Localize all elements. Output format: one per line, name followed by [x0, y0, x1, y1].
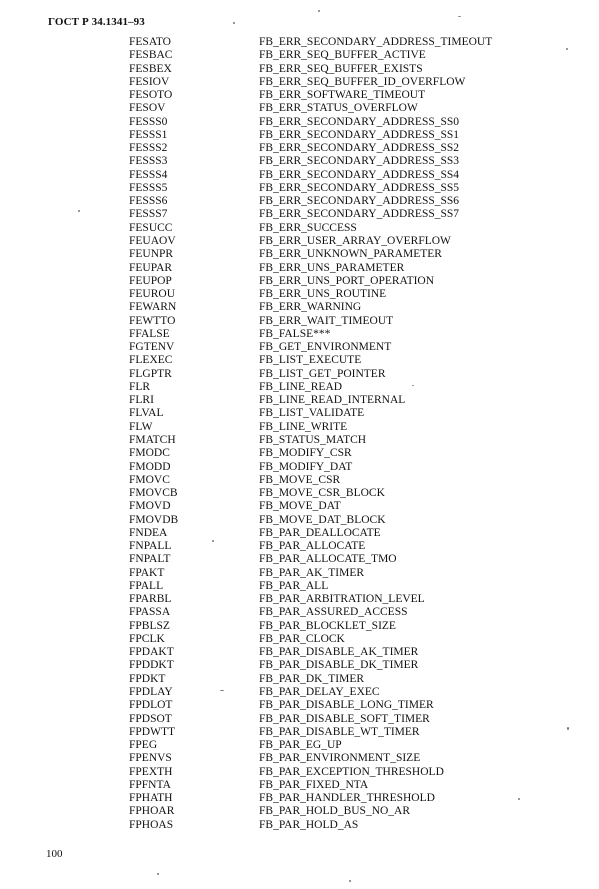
full-name-cell: FB_LIST_EXECUTE [259, 354, 362, 367]
abbreviation-cell: FPBLSZ [129, 619, 170, 632]
scan-speck [567, 727, 569, 730]
table-row [129, 421, 529, 434]
table-row [129, 195, 529, 208]
abbreviation-cell: FEUROU [129, 288, 176, 301]
full-name-cell: FB_ERR_SECONDARY_ADDRESS_SS2 [259, 142, 460, 155]
full-name-cell: FB_MODIFY_DAT [259, 460, 353, 473]
full-name-cell: FB_ERR_UNS_PORT_OPERATION [259, 274, 435, 287]
table-row [129, 116, 529, 129]
abbreviation-cell: FPFNTA [129, 778, 171, 791]
table-row [129, 659, 529, 672]
abbreviation-cell: FFALSE [129, 327, 170, 340]
abbreviation-cell: FESBAC [129, 49, 173, 62]
full-name-cell: FB_PAR_DISABLE_SOFT_TIMER [259, 712, 430, 725]
abbreviation-cell: FMOVD [129, 500, 171, 513]
scan-speck [518, 798, 520, 800]
full-name-cell: FB_ERR_SECONDARY_ADDRESS_TIMEOUT [259, 36, 493, 48]
abbreviation-cell: FPDWTT [129, 725, 175, 738]
full-name-cell: FB_ERR_UNS_PARAMETER [259, 261, 405, 274]
full-name-cell: FB_PAR_AK_TIMER [259, 566, 365, 579]
table-row [129, 328, 529, 341]
scan-speck [458, 16, 461, 17]
table-row [129, 89, 529, 102]
abbreviation-cell: FPDDKT [129, 659, 174, 672]
table-row [129, 235, 529, 248]
scan-speck [349, 880, 351, 882]
table-row [129, 129, 529, 142]
table-row [129, 394, 529, 407]
abbreviation-cell: FPALL [129, 579, 164, 592]
full-name-cell: FB_LINE_READ [259, 380, 343, 393]
abbreviation-cell: FESSS4 [129, 168, 168, 181]
full-name-cell: FB_ERR_SECONDARY_ADDRESS_SS1 [259, 128, 460, 141]
full-name-cell: FB_ERR_SOFTWARE_TIMEOUT [259, 89, 426, 102]
table-row [129, 673, 529, 686]
table-row [129, 381, 529, 394]
table-row [129, 474, 529, 487]
table-row [129, 301, 529, 314]
table-row [129, 540, 529, 553]
full-name-cell: FB_ERR_USER_ARRAY_OVERFLOW [259, 234, 451, 247]
full-name-cell: FB_LIST_GET_POINTER [259, 367, 386, 380]
table-row [129, 686, 529, 699]
abbreviation-cell: FNDEA [129, 526, 168, 539]
table-row [129, 527, 529, 540]
full-name-cell: FB_PAR_DISABLE_LONG_TIMER [259, 699, 434, 712]
full-name-cell: FB_PAR_ALLOCATE [259, 540, 366, 553]
table-row [129, 63, 529, 76]
scan-speck [78, 210, 80, 212]
abbreviation-cell: FEUNPR [129, 248, 174, 261]
table-row [129, 434, 529, 447]
full-name-cell: FB_ERR_STATUS_OVERFLOW [259, 102, 418, 115]
abbreviation-cell: FLRI [129, 394, 154, 407]
abbreviation-cell: FLGPTR [129, 367, 172, 380]
table-row [129, 275, 529, 288]
abbreviation-cell: FPENVS [129, 752, 172, 765]
table-row [129, 315, 529, 328]
table-row [129, 752, 529, 765]
full-name-cell: FB_PAR_DISABLE_DK_TIMER [259, 659, 419, 672]
scan-speck [233, 22, 235, 24]
table-row [129, 567, 529, 580]
table-row [129, 169, 529, 182]
full-name-cell: FB_PAR_DISABLE_AK_TIMER [259, 646, 419, 659]
table-row [129, 368, 529, 381]
full-name-cell: FB_PAR_ASSURED_ACCESS [259, 606, 408, 619]
table-row [129, 354, 529, 367]
table-row [129, 779, 529, 792]
table-row [129, 792, 529, 805]
abbreviation-cell: FESSS1 [129, 128, 168, 141]
full-name-cell: FB_PAR_HOLD_AS [259, 818, 359, 831]
full-name-cell: FB_PAR_DELAY_EXEC [259, 686, 380, 699]
table-row [129, 288, 529, 301]
table-row [129, 208, 529, 221]
abbreviation-cell: FESSS3 [129, 155, 168, 168]
table-row [129, 606, 529, 619]
abbreviation-cell: FLR [129, 380, 151, 393]
table-row [129, 766, 529, 779]
full-name-cell: FB_PAR_HANDLER_THRESHOLD [259, 792, 435, 805]
table-row [129, 819, 529, 832]
full-name-cell: FB_PAR_DEALLOCATE [259, 526, 381, 539]
scan-speck [566, 48, 568, 50]
table-row [129, 182, 529, 195]
table-row [129, 447, 529, 460]
abbreviation-cell: FMOVDB [129, 513, 179, 526]
scan-speck [220, 690, 224, 691]
abbreviation-cell: FESOV [129, 102, 166, 115]
full-name-cell: FB_MOVE_DAT [259, 500, 341, 513]
scan-speck [157, 873, 159, 875]
abbreviation-cell: FPARBL [129, 593, 172, 606]
abbreviation-cell: FPDLAY [129, 686, 173, 699]
table-row [129, 739, 529, 752]
full-name-cell: FB_LINE_READ_INTERNAL [259, 394, 406, 407]
abbreviation-cell: FPHOAR [129, 805, 175, 818]
full-name-cell: FB_PAR_HOLD_BUS_NO_AR [259, 805, 411, 818]
full-name-cell: FB_PAR_ARBITRATION_LEVEL [259, 593, 425, 606]
abbreviation-cell: FNPALL [129, 540, 172, 553]
full-name-cell: FB_PAR_EXCEPTION_THRESHOLD [259, 765, 444, 778]
full-name-cell: FB_ERR_SECONDARY_ADDRESS_SS7 [259, 208, 460, 221]
table-row [129, 633, 529, 646]
full-name-cell: FB_MOVE_CSR [259, 473, 341, 486]
table-row [129, 487, 529, 500]
full-name-cell: FB_PAR_FIXED_NTA [259, 778, 369, 791]
abbreviation-cell: FPHATH [129, 792, 173, 805]
abbreviation-cell: FESIOV [129, 75, 170, 88]
abbreviation-cell: FMODC [129, 447, 170, 460]
abbreviation-cell: FPASSA [129, 606, 171, 619]
table-row [129, 102, 529, 115]
full-name-cell: FB_STATUS_MATCH [259, 433, 367, 446]
abbreviation-cell: FMOVC [129, 473, 170, 486]
table-row [129, 262, 529, 275]
full-name-cell: FB_MOVE_DAT_BLOCK [259, 513, 386, 526]
table-row [129, 593, 529, 606]
abbreviation-cell: FPDLOT [129, 699, 173, 712]
table-row [129, 155, 529, 168]
table-row [129, 620, 529, 633]
full-name-cell: FB_PAR_ALLOCATE_TMO [259, 553, 397, 566]
abbreviation-cell: FPAKT [129, 566, 165, 579]
scan-speck [318, 10, 320, 12]
full-name-cell: FB_ERR_UNS_ROUTINE [259, 288, 387, 301]
full-name-cell: FB_ERR_SEQ_BUFFER_ACTIVE [259, 49, 426, 62]
table-row [129, 142, 529, 155]
full-name-cell: FB_ERR_SECONDARY_ADDRESS_SS3 [259, 155, 460, 168]
abbreviation-table [129, 36, 529, 832]
page-number: 100 [46, 848, 63, 860]
table-row [129, 49, 529, 62]
table-row [129, 407, 529, 420]
table-row [129, 500, 529, 513]
full-name-cell: FB_ERR_WAIT_TIMEOUT [259, 314, 394, 327]
full-name-cell: FB_GET_ENVIRONMENT [259, 341, 392, 354]
full-name-cell: FB_FALSE*** [259, 327, 331, 340]
full-name-cell: FB_PAR_ALL [259, 579, 329, 592]
table-row [129, 713, 529, 726]
full-name-cell: FB_ERR_SECONDARY_ADDRESS_SS0 [259, 115, 460, 128]
scan-speck [212, 540, 214, 542]
full-name-cell: FB_MOVE_CSR_BLOCK [259, 487, 385, 500]
abbreviation-cell: FGTENV [129, 341, 175, 354]
abbreviation-cell: FEUAOV [129, 234, 176, 247]
table-row [129, 248, 529, 261]
abbreviation-cell: FNPALT [129, 553, 171, 566]
abbreviation-cell: FMOVCB [129, 487, 178, 500]
full-name-cell: FB_PAR_CLOCK [259, 632, 345, 645]
abbreviation-cell: FEWARN [129, 301, 177, 314]
abbreviation-cell: FESBEX [129, 62, 172, 75]
table-row [129, 805, 529, 818]
abbreviation-cell: FPEG [129, 739, 158, 752]
full-name-cell: FB_PAR_DISABLE_WT_TIMER [259, 725, 420, 738]
abbreviation-cell: FESSS2 [129, 142, 168, 155]
abbreviation-cell: FPHOAS [129, 818, 174, 831]
abbreviation-cell: FESSS5 [129, 181, 168, 194]
full-name-cell: FB_ERR_UNKNOWN_PARAMETER [259, 248, 442, 261]
full-name-cell: FB_ERR_SECONDARY_ADDRESS_SS6 [259, 195, 460, 208]
table-row [129, 553, 529, 566]
document-header: ГОСТ Р 34.1341–93 [48, 16, 145, 28]
abbreviation-cell: FESSS0 [129, 115, 168, 128]
abbreviation-cell: FEWTTO [129, 314, 176, 327]
abbreviation-cell: FESOTO [129, 89, 173, 102]
abbreviation-cell: FMATCH [129, 433, 176, 446]
table-row [129, 646, 529, 659]
table-row [129, 580, 529, 593]
table-row [129, 461, 529, 474]
abbreviation-cell: FLVAL [129, 407, 164, 420]
abbreviation-cell: FEUPOP [129, 274, 172, 287]
abbreviation-cell: FLW [129, 420, 153, 433]
table-row [129, 36, 529, 49]
abbreviation-cell: FLEXEC [129, 354, 173, 367]
abbreviation-cell: FESUCC [129, 221, 173, 234]
abbreviation-cell: FESSS6 [129, 195, 168, 208]
full-name-cell: FB_ERR_SEQ_BUFFER_EXISTS [259, 62, 423, 75]
table-row [129, 341, 529, 354]
full-name-cell: FB_PAR_ENVIRONMENT_SIZE [259, 752, 421, 765]
full-name-cell: FB_LIST_VALIDATE [259, 407, 365, 420]
table-row [129, 76, 529, 89]
full-name-cell: FB_MODIFY_CSR [259, 447, 352, 460]
full-name-cell: FB_ERR_SUCCESS [259, 221, 357, 234]
full-name-cell: FB_PAR_DK_TIMER [259, 672, 365, 685]
abbreviation-cell: FESATO [129, 36, 171, 48]
full-name-cell: FB_ERR_SECONDARY_ADDRESS_SS4 [259, 168, 460, 181]
abbreviation-cell: FPEXTH [129, 765, 173, 778]
abbreviation-cell: FMODD [129, 460, 171, 473]
table-row [129, 726, 529, 739]
abbreviation-cell: FPDAKT [129, 646, 174, 659]
abbreviation-cell: FESSS7 [129, 208, 168, 221]
table-row [129, 514, 529, 527]
abbreviation-cell: FPDKT [129, 672, 166, 685]
table-row [129, 699, 529, 712]
full-name-cell: FB_PAR_EG_UP [259, 739, 342, 752]
full-name-cell: FB_ERR_SECONDARY_ADDRESS_SS5 [259, 181, 460, 194]
abbreviation-cell: FEUPAR [129, 261, 173, 274]
table-row [129, 222, 529, 235]
full-name-cell: FB_ERR_SEQ_BUFFER_ID_OVERFLOW [259, 75, 466, 88]
full-name-cell: FB_ERR_WARNING [259, 301, 362, 314]
abbreviation-cell: FPDSOT [129, 712, 172, 725]
scan-speck [412, 385, 414, 386]
abbreviation-cell: FPCLK [129, 632, 165, 645]
full-name-cell: FB_PAR_BLOCKLET_SIZE [259, 619, 396, 632]
full-name-cell: FB_LINE_WRITE [259, 420, 348, 433]
